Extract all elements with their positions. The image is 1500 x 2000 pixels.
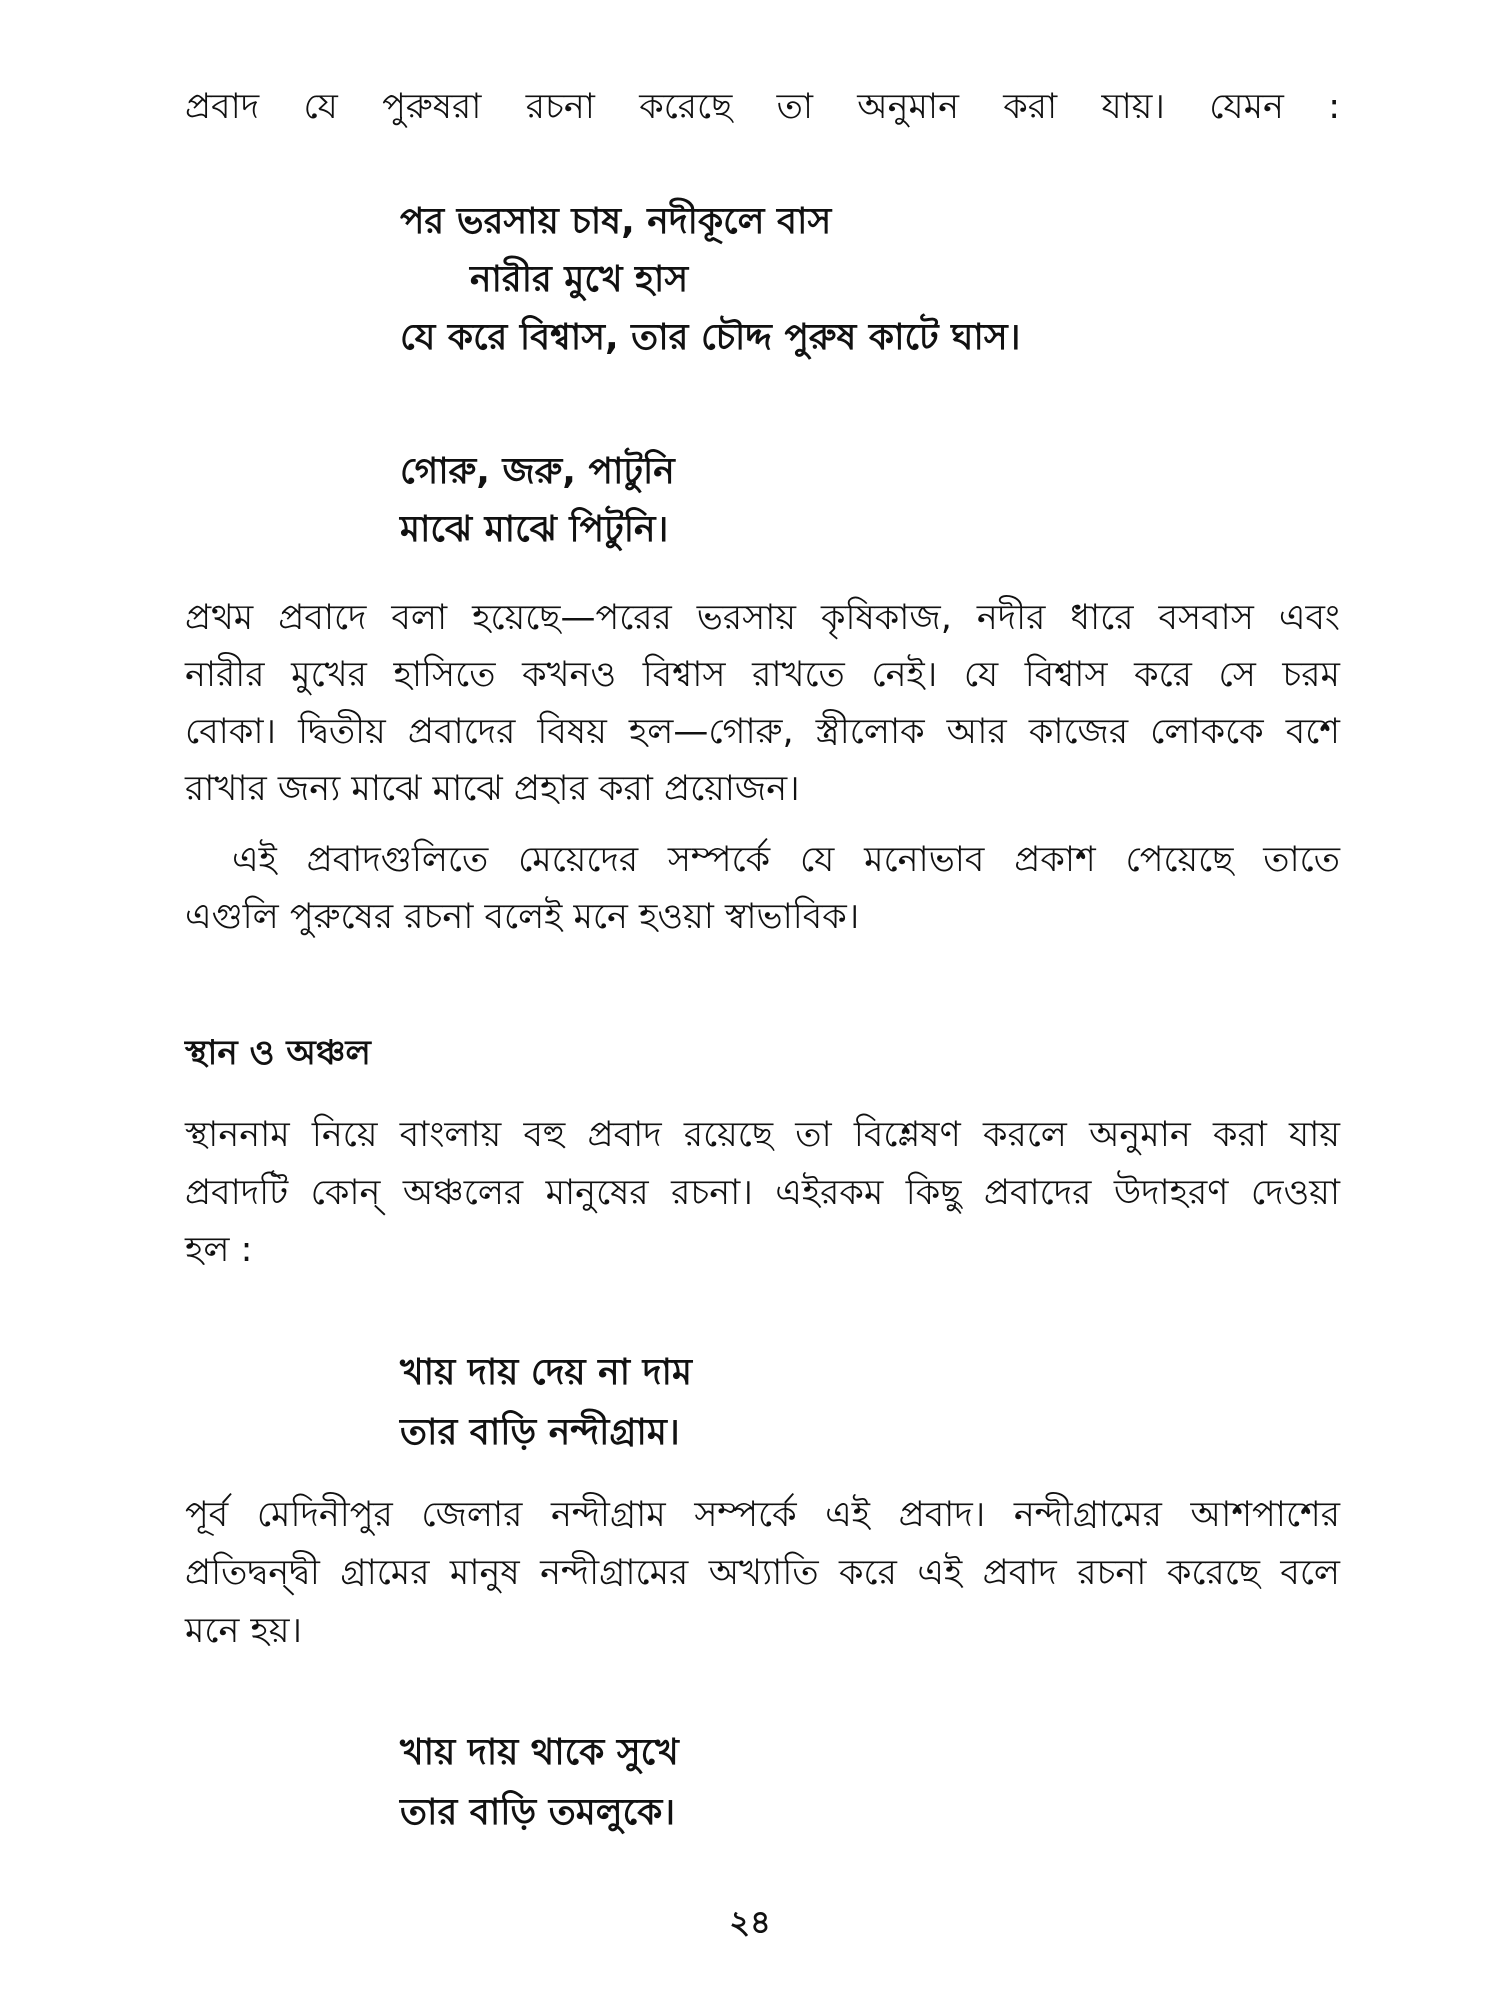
proverb1-line3: যে করে বিশ্বাস, তার চৌদ্দ পুরুষ কাটে ঘাস। — [400, 317, 1021, 358]
page-number: ২৪ — [729, 1903, 771, 1941]
proverb3-line1: খায় দায় দেয় না দাম — [400, 1352, 692, 1393]
para2-line1: এই প্রবাদগুলিতে মেয়েদের সম্পর্কে যে মনোভাব প্রকাশ পেয়েছে তাতে — [232, 840, 1340, 880]
para4-line3: মনে হয়। — [185, 1611, 303, 1651]
para3-line2: প্রবাদটি কোন্ অঞ্চলের মানুষের রচনা। এইরকম কিছু প্রবাদের উদাহরণ দেওয়া — [185, 1173, 1340, 1213]
proverb2-line1: গোরু, জরু, পাটুনি — [400, 451, 675, 492]
proverb2-line2: মাঝে মাঝে পিটুনি। — [400, 509, 669, 550]
proverb4-line2: তার বাড়ি তমলুকে। — [400, 1792, 676, 1833]
proverb3-line2: তার বাড়ি নন্দীগ্রাম। — [400, 1412, 680, 1453]
para3-line1: স্থাননাম নিয়ে বাংলায় বহু প্রবাদ রয়েছে তা বিশ্লেষণ করলে অনুমান করা যায় — [185, 1115, 1340, 1155]
para2-line2: এগুলি পুরুষের রচনা বলেই মনে হওয়া স্বাভাবিক। — [185, 897, 860, 937]
para1-line3: বোকা। দ্বিতীয় প্রবাদের বিষয় হল—গোরু, স্ত্রীলোক আর কাজের লোককে বশে — [185, 712, 1340, 752]
para1-line2: নারীর মুখের হাসিতে কখনও বিশ্বাস রাখতে নেই। যে বিশ্বাস করে সে চরম — [185, 655, 1340, 695]
para1-line1: প্রথম প্রবাদে বলা হয়েছে—পরের ভরসায় কৃষিকাজ, নদীর ধারে বসবাস এবং — [185, 598, 1340, 638]
proverb1-line1: পর ভরসায় চাষ, নদীকূলে বাস — [400, 201, 832, 242]
intro-line: প্রবাদ যে পুরুষরা রচনা করেছে তা অনুমান করা যায়। যেমন : — [185, 87, 1340, 127]
para4-line2: প্রতিদ্বন্দ্বী গ্রামের মানুষ নন্দীগ্রামের অখ্যাতি করে এই প্রবাদ রচনা করেছে বলে — [185, 1553, 1340, 1593]
para3-line3: হল : — [185, 1230, 253, 1270]
proverb4-line1: খায় দায় থাকে সুখে — [400, 1732, 679, 1773]
section-heading: স্থান ও অঞ্চল — [185, 1033, 371, 1073]
proverb1-line2: নারীর মুখে হাস — [470, 259, 689, 300]
para4-line1: পূর্ব মেদিনীপুর জেলার নন্দীগ্রাম সম্পর্কে এই প্রবাদ। নন্দীগ্রামের আশপাশের — [185, 1495, 1340, 1535]
para1-line4: রাখার জন্য মাঝে মাঝে প্রহার করা প্রয়োজন। — [185, 769, 800, 809]
